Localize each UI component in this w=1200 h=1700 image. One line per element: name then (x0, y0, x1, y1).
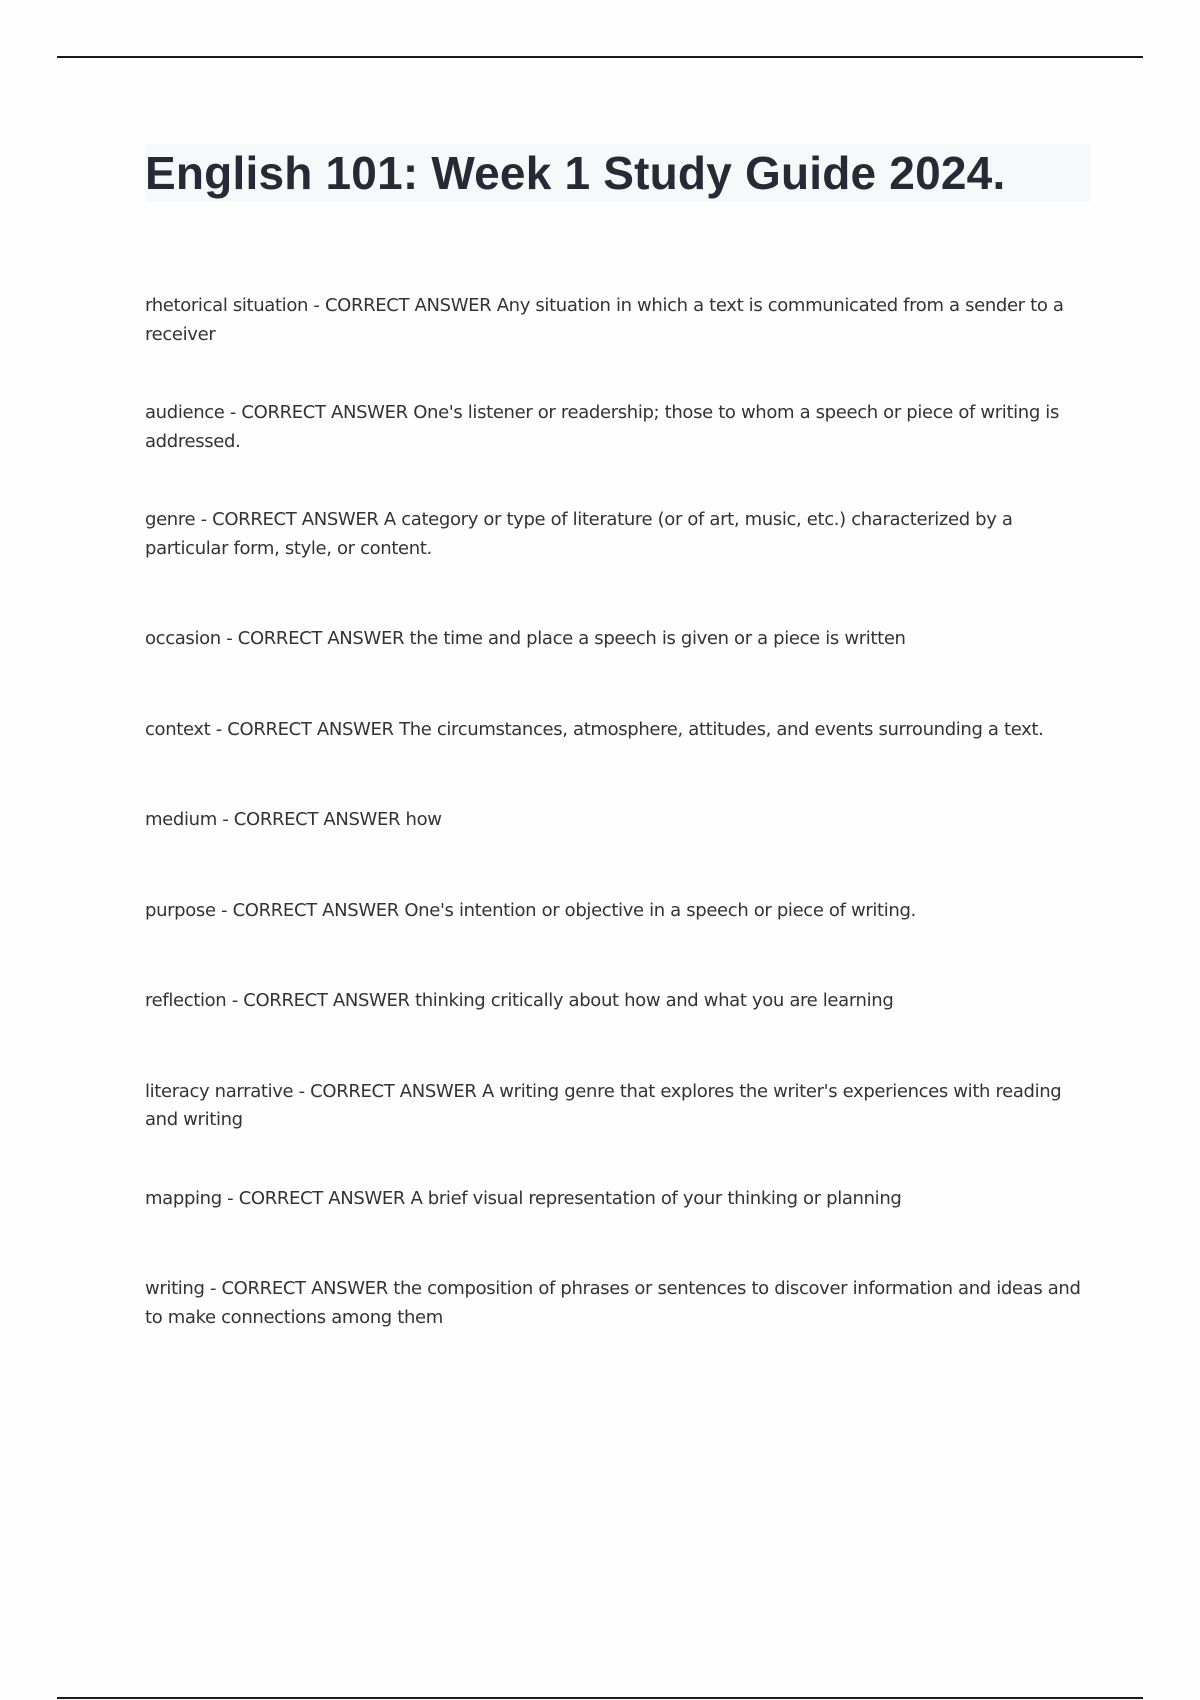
answer-label: CORRECT ANSWER (237, 628, 405, 649)
term: literacy narrative (145, 1080, 294, 1102)
answer-label: CORRECT ANSWER (233, 809, 401, 830)
definition: A brief visual representation of your thinking or planning (410, 1187, 902, 1209)
term: occasion (145, 628, 221, 649)
separator: - (210, 718, 228, 740)
definition: One's listener or readership; those to whom a speech or piece of writing is addressed. (145, 402, 1059, 452)
answer-label: CORRECT ANSWER (227, 718, 394, 740)
definition: A category or type of literature (or of art, music, etc.) characterized by a particular form, style, or content. (145, 509, 1013, 559)
definition: the composition of phrases or sentences to discover information and ideas and to make connections among them (145, 1278, 1081, 1328)
separator: - (195, 509, 213, 530)
answer-label: CORRECT ANSWER (221, 1278, 388, 1299)
list-item (145, 716, 1095, 745)
list-item (145, 399, 1095, 456)
answer-label: CORRECT ANSWER (243, 990, 410, 1011)
bottom-divider (57, 1697, 1143, 1699)
list-item (145, 1185, 1095, 1214)
list-item (145, 506, 1095, 563)
definition: how (405, 809, 442, 830)
separator: - (224, 402, 242, 423)
list-item (145, 625, 1095, 654)
separator: - (220, 628, 238, 649)
answer-label: CORRECT ANSWER (212, 509, 379, 530)
answer-label: CORRECT ANSWER (238, 1187, 406, 1209)
answer-label: CORRECT ANSWER (310, 1080, 477, 1102)
term: purpose (145, 899, 216, 921)
document-title: English 101: Week 1 Study Guide 2024. (145, 147, 1006, 199)
separator: - (226, 990, 244, 1011)
definition: thinking critically about how and what you are learning (415, 990, 894, 1011)
separator: - (308, 295, 325, 316)
term: genre (145, 509, 196, 530)
term: medium (145, 809, 217, 830)
definition: Any situation in which a text is communicated from a sender to a receiver (145, 295, 1064, 345)
list-item (145, 806, 1095, 835)
top-divider (57, 56, 1143, 58)
definition: the time and place a speech is given or a piece is written (409, 628, 906, 649)
term: writing (145, 1278, 205, 1299)
definition: One's intention or objective in a speech or piece of writing. (404, 899, 916, 921)
list-item (145, 1275, 1095, 1332)
separator: - (216, 809, 234, 830)
term: mapping (145, 1187, 222, 1209)
answer-label: CORRECT ANSWER (241, 402, 408, 423)
separator: - (221, 1187, 239, 1209)
term: rhetorical situation (145, 295, 309, 316)
definition: The circumstances, atmosphere, attitudes, and events surrounding a text. (399, 718, 1044, 740)
list-item (145, 987, 1095, 1016)
definition: A writing genre that explores the writer's experiences with reading and writing (145, 1080, 1062, 1130)
answer-label: CORRECT ANSWER (232, 899, 399, 921)
separator: - (215, 899, 233, 921)
separator: - (204, 1278, 222, 1299)
term: audience (145, 402, 225, 423)
term: context (145, 718, 211, 740)
study-guide-list (145, 292, 1095, 1332)
term: reflection (145, 990, 227, 1011)
list-item (145, 1078, 1095, 1135)
list-item (145, 292, 1095, 349)
list-item (145, 897, 1095, 926)
answer-label: CORRECT ANSWER (324, 295, 492, 316)
separator: - (293, 1080, 311, 1102)
